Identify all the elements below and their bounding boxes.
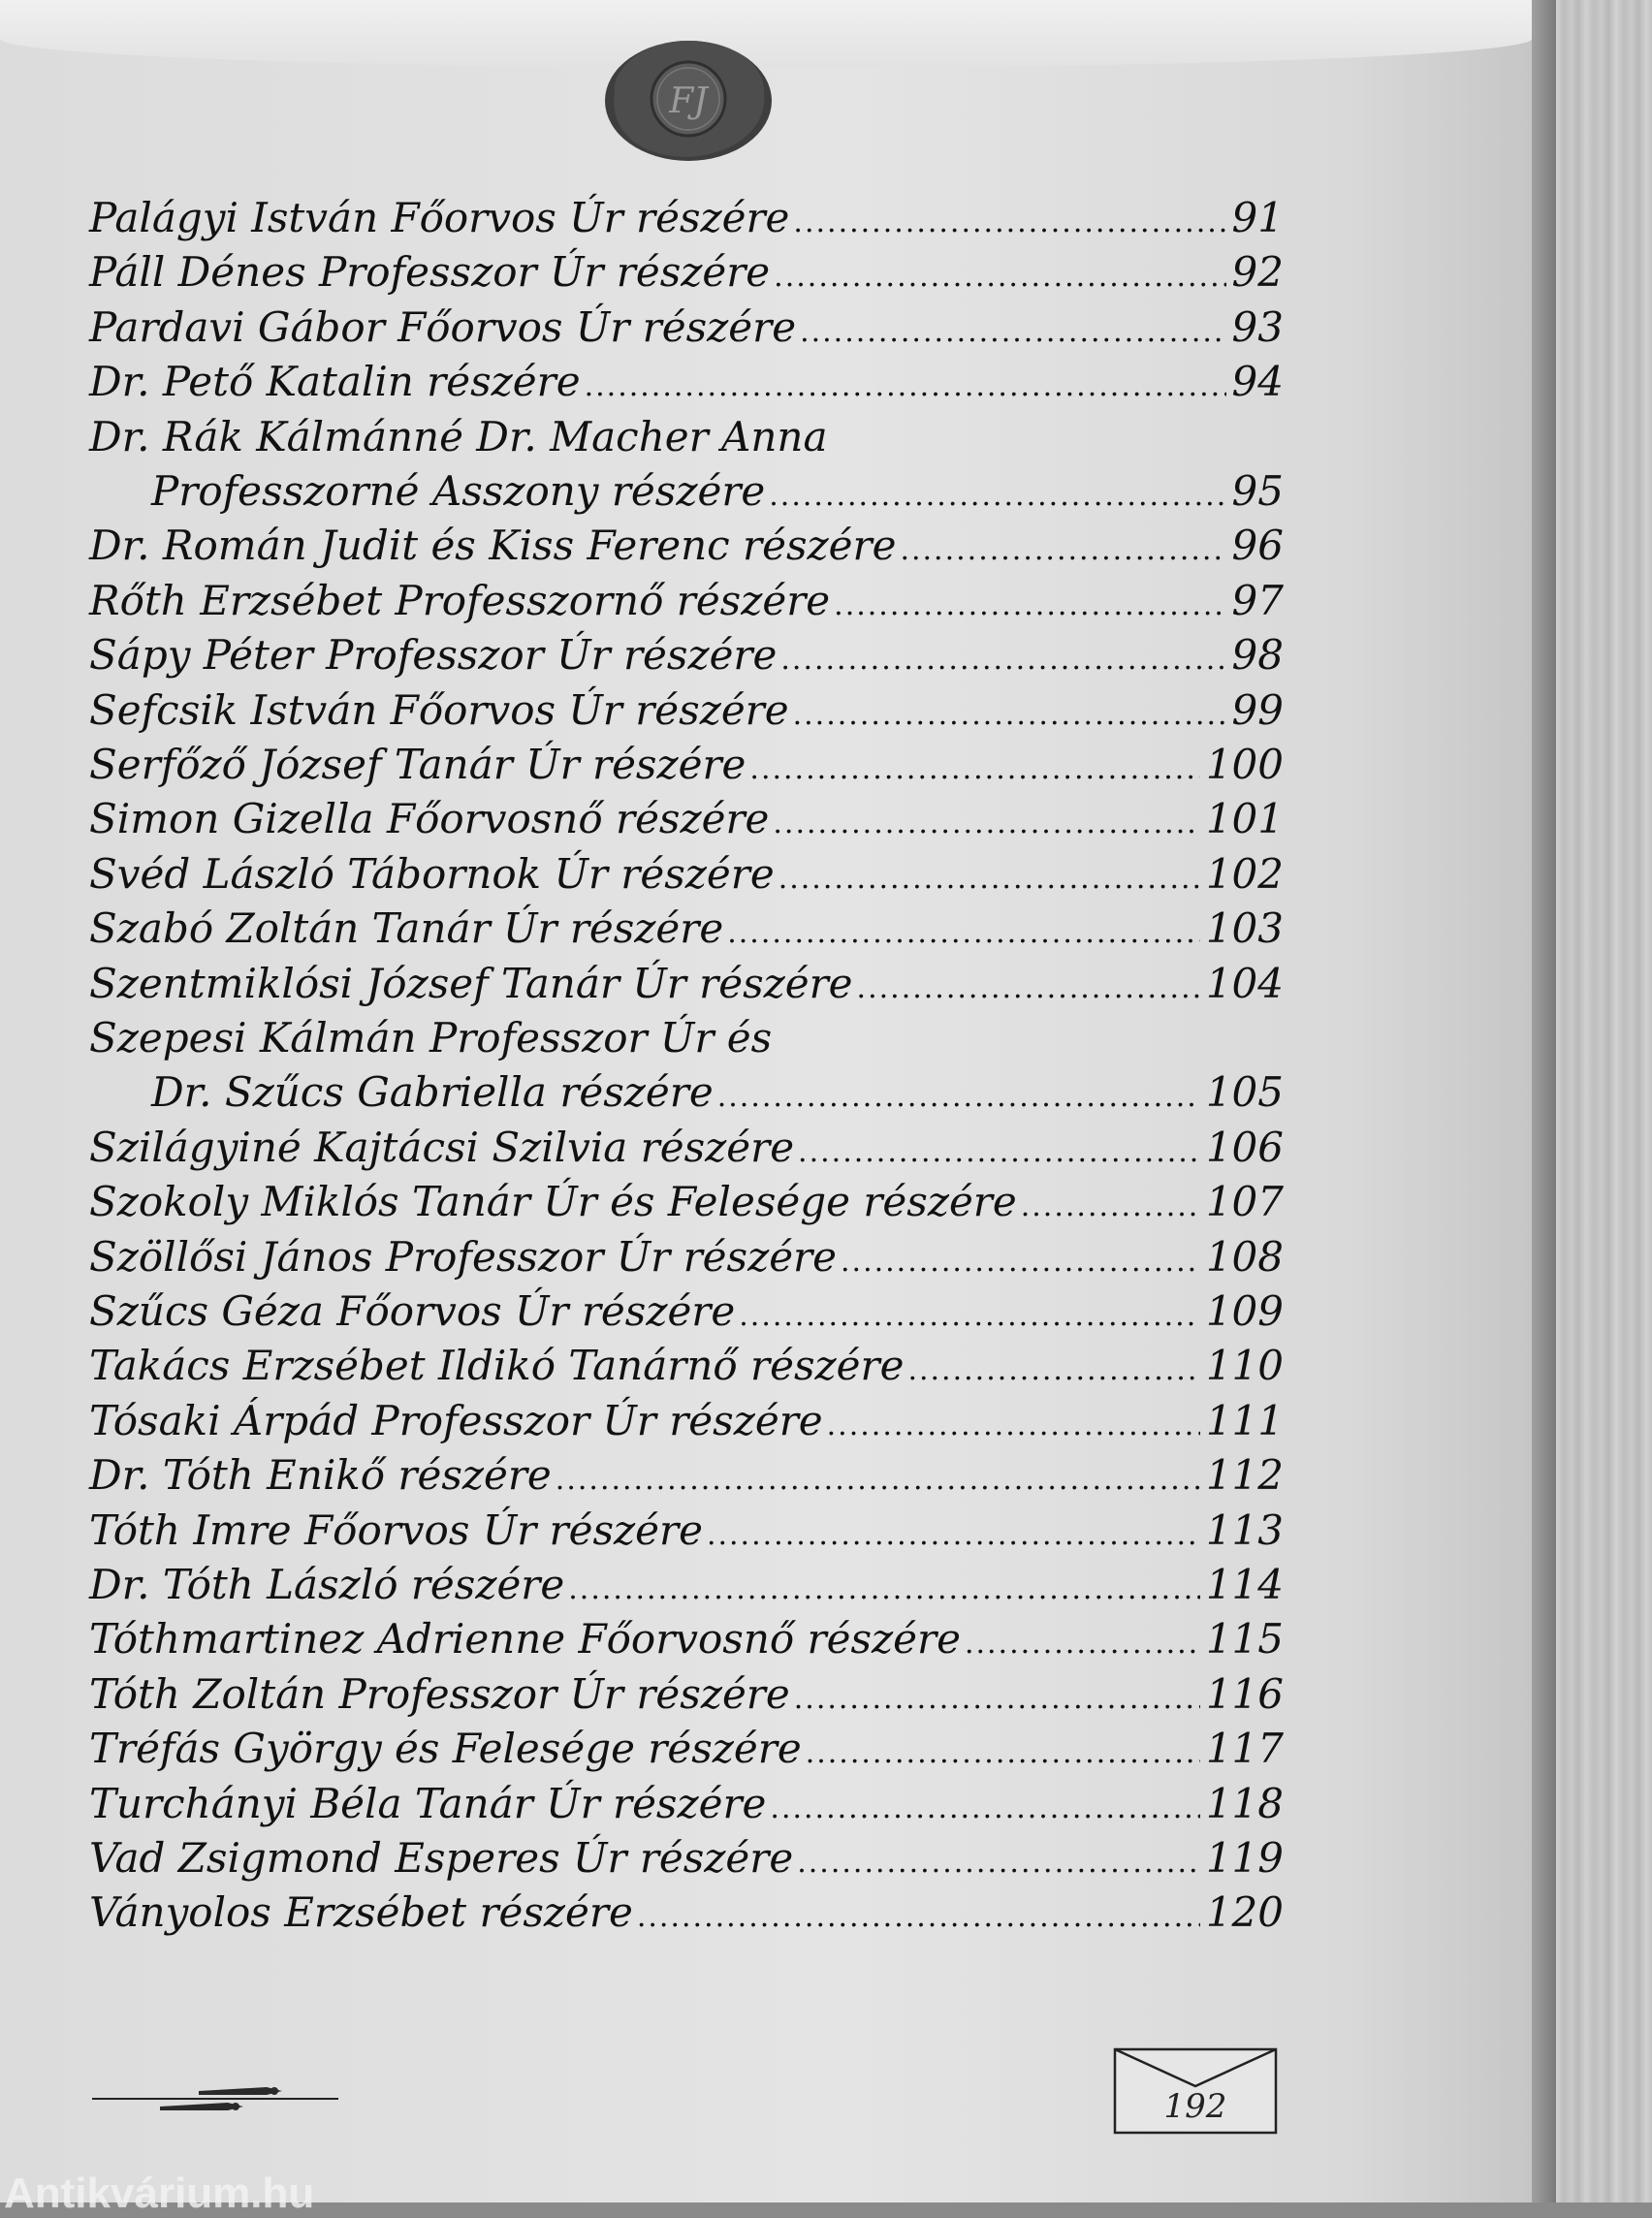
toc-entry xyxy=(89,739,1284,791)
toc-entry-title: Sápy Péter Professzor Úr részére xyxy=(89,631,778,680)
dot-leader xyxy=(739,1290,1200,1343)
toc-entry-title: Turchányi Béla Tanár Úr részére xyxy=(89,1779,767,1827)
toc-entry-page: 93 xyxy=(1231,302,1284,351)
toc-entry-page: 108 xyxy=(1205,1232,1284,1281)
dot-leader xyxy=(793,197,1225,249)
toc-entry-page: 94 xyxy=(1231,358,1284,406)
toc-entry-title: Dr. Pető Katalin részére xyxy=(89,358,581,406)
dot-leader xyxy=(774,251,1225,303)
toc-entry-title: Szokoly Miklós Tanár Úr és Felesége részére xyxy=(89,1178,1017,1226)
toc-entry-title-line1: Szepesi Kálmán Professzor Úr és xyxy=(89,1014,773,1061)
toc-entry-page: 91 xyxy=(1231,194,1284,241)
toc-entry xyxy=(89,1176,1284,1228)
toc-entry xyxy=(89,1122,1284,1174)
dot-leader xyxy=(900,524,1225,577)
seal-monogram: FJ xyxy=(669,81,708,121)
dot-leader xyxy=(773,798,1199,850)
toc-entry xyxy=(89,1668,1284,1721)
toc-entry-title: Dr. Tóth Enikő részére xyxy=(89,1451,552,1500)
toc-entry xyxy=(89,1832,1284,1885)
toc-entry-page: 97 xyxy=(1231,576,1284,624)
toc-entry-title: Dr. Tóth László részére xyxy=(89,1561,565,1608)
toc-entry-page: 103 xyxy=(1205,904,1284,953)
toc-entry-title: Sefcsik István Főorvos Úr részére xyxy=(89,685,789,734)
toc-entry-page: 110 xyxy=(1205,1342,1284,1390)
toc-entry-title: Szöllősi János Professzor Úr részére xyxy=(89,1232,837,1281)
dot-leader xyxy=(717,1071,1200,1124)
toc-entry-page: 120 xyxy=(1205,1888,1284,1937)
toc-entry-title: Serfőző József Tanár Úr részére xyxy=(89,741,747,788)
toc-entry-title: Szentmiklósi József Tanár Úr részére xyxy=(89,959,853,1007)
toc-entry-title: Szűcs Géza Főorvos Úr részére xyxy=(89,1287,736,1335)
dot-leader xyxy=(857,963,1200,1015)
toc-entry-page: 105 xyxy=(1205,1068,1284,1116)
toc-entry-page: 112 xyxy=(1205,1451,1284,1500)
toc-entry xyxy=(89,301,1284,354)
toc-entry-page: 114 xyxy=(1205,1561,1284,1608)
toc-entry-title: Professzorné Asszony részére xyxy=(151,466,766,515)
toc-entry xyxy=(89,1340,1284,1392)
dot-leader xyxy=(797,1837,1200,1889)
toc-entry-page: 107 xyxy=(1205,1178,1284,1226)
toc-entry-title: Dr. Szűcs Gabriella részére xyxy=(151,1068,714,1116)
toc-entry xyxy=(89,1559,1284,1611)
toc-entry xyxy=(89,1613,1284,1665)
toc-entry-title: Dr. Román Judit és Kiss Ferenc részére xyxy=(89,522,897,570)
watermark: Antikvárium.hu xyxy=(4,2170,315,2217)
toc-entry xyxy=(89,1285,1284,1338)
toc-entry-page: 111 xyxy=(1205,1396,1284,1444)
toc-entry xyxy=(89,1449,1284,1502)
dot-leader xyxy=(827,1400,1200,1452)
toc-entry xyxy=(89,629,1284,681)
dot-leader xyxy=(769,470,1225,523)
dot-leader xyxy=(793,689,1226,742)
dot-leader xyxy=(778,853,1200,905)
toc-entry xyxy=(89,848,1284,901)
page-number: 192 xyxy=(1163,2087,1227,2126)
toc-entry-title: Ványolos Erzsébet részére xyxy=(89,1888,633,1937)
toc-entry-page: 102 xyxy=(1205,849,1284,898)
toc-entry-page: 115 xyxy=(1205,1615,1284,1664)
toc-entry-page: 106 xyxy=(1205,1123,1284,1171)
toc-entry-title: Vad Zsigmond Esperes Úr részére xyxy=(89,1834,794,1882)
dot-leader xyxy=(907,1345,1199,1397)
dot-leader xyxy=(556,1454,1200,1506)
toc-entry xyxy=(89,575,1284,627)
toc-entry-title: Tóth Imre Főorvos Úr részére xyxy=(89,1505,703,1554)
toc-entry xyxy=(89,1012,1284,1116)
dot-leader xyxy=(707,1509,1200,1562)
dot-leader xyxy=(749,744,1199,796)
toc-entry xyxy=(89,246,1284,299)
toc-entry xyxy=(89,192,1284,244)
dot-leader xyxy=(637,1891,1200,1944)
toc-entry-title-line1: Dr. Rák Kálmánné Dr. Macher Anna xyxy=(89,412,828,460)
toc-entry-page: 96 xyxy=(1231,522,1284,570)
toc-entry-title: Szabó Zoltán Tanár Úr részére xyxy=(89,904,724,953)
toc-entry-page: 95 xyxy=(1231,466,1284,515)
dot-leader xyxy=(798,1126,1200,1179)
dot-leader xyxy=(794,1673,1200,1726)
toc-entry-page: 116 xyxy=(1205,1669,1284,1718)
toc-entry-title: Tóth Zoltán Professzor Úr részére xyxy=(89,1669,790,1718)
toc-entry-page: 104 xyxy=(1205,959,1284,1007)
toc-entry-title: Pardavi Gábor Főorvos Úr részére xyxy=(89,302,797,351)
dot-leader xyxy=(800,306,1225,359)
dot-leader xyxy=(841,1236,1200,1288)
toc-entry-title: Páll Dénes Professzor Úr részére xyxy=(89,248,771,297)
toc-entry-title: Tóthmartinez Adrienne Főorvosnő részére xyxy=(89,1615,961,1664)
toc-entry-page: 118 xyxy=(1205,1779,1284,1827)
dot-leader xyxy=(834,580,1225,632)
toc-entry-page: 92 xyxy=(1231,248,1284,297)
toc-entry-title: Rőth Erzsébet Professzornő részére xyxy=(89,576,831,624)
toc-entry xyxy=(89,684,1284,737)
toc-entry xyxy=(89,1231,1284,1283)
dot-leader xyxy=(727,907,1200,960)
toc-entry-title: Svéd László Tábornok Úr részére xyxy=(89,849,775,898)
toc-entry-title: Simon Gizella Főorvosnő részére xyxy=(89,795,770,843)
toc-entry xyxy=(89,1723,1284,1775)
toc-entry xyxy=(89,411,1284,515)
toc-entry xyxy=(89,1778,1284,1830)
toc-entry xyxy=(89,356,1284,408)
toc-entry-title: Takács Erzsébet Ildikó Tanárnő részére xyxy=(89,1342,905,1390)
toc-entry-page: 113 xyxy=(1205,1505,1284,1554)
toc-entry-page: 99 xyxy=(1231,685,1284,734)
wood-background xyxy=(1541,0,1652,2202)
dot-leader xyxy=(770,1783,1199,1835)
toc-entry-page: 100 xyxy=(1205,741,1284,788)
dot-leader xyxy=(780,634,1225,686)
toc-entry xyxy=(89,1505,1284,1557)
toc-entry-title: Tósaki Árpád Professzor Úr részére xyxy=(89,1396,823,1444)
toc-entry xyxy=(89,1395,1284,1447)
toc-entry xyxy=(89,903,1284,955)
toc-entry xyxy=(89,958,1284,1010)
dot-leader xyxy=(806,1727,1200,1780)
toc-entry-page: 119 xyxy=(1205,1834,1284,1882)
toc-entry xyxy=(89,520,1284,572)
toc-entry-title: Tréfás György és Felesége részére xyxy=(89,1725,802,1773)
toc-entry-page: 98 xyxy=(1231,631,1284,680)
dot-leader xyxy=(965,1618,1200,1670)
toc-entry-page: 101 xyxy=(1205,795,1284,843)
toc-entry-page: 117 xyxy=(1205,1725,1284,1773)
dot-leader xyxy=(1021,1181,1200,1233)
toc-entry-page: 109 xyxy=(1205,1287,1284,1335)
toc-entry-title: Palágyi István Főorvos Úr részére xyxy=(89,194,790,241)
dot-leader xyxy=(585,361,1226,413)
dot-leader xyxy=(568,1564,1200,1616)
toc-entry xyxy=(89,793,1284,845)
toc-entry-title: Szilágyiné Kajtácsi Szilvia részére xyxy=(89,1123,795,1171)
pen-ornament-icon xyxy=(92,2070,344,2128)
toc-entry xyxy=(89,1886,1284,1939)
